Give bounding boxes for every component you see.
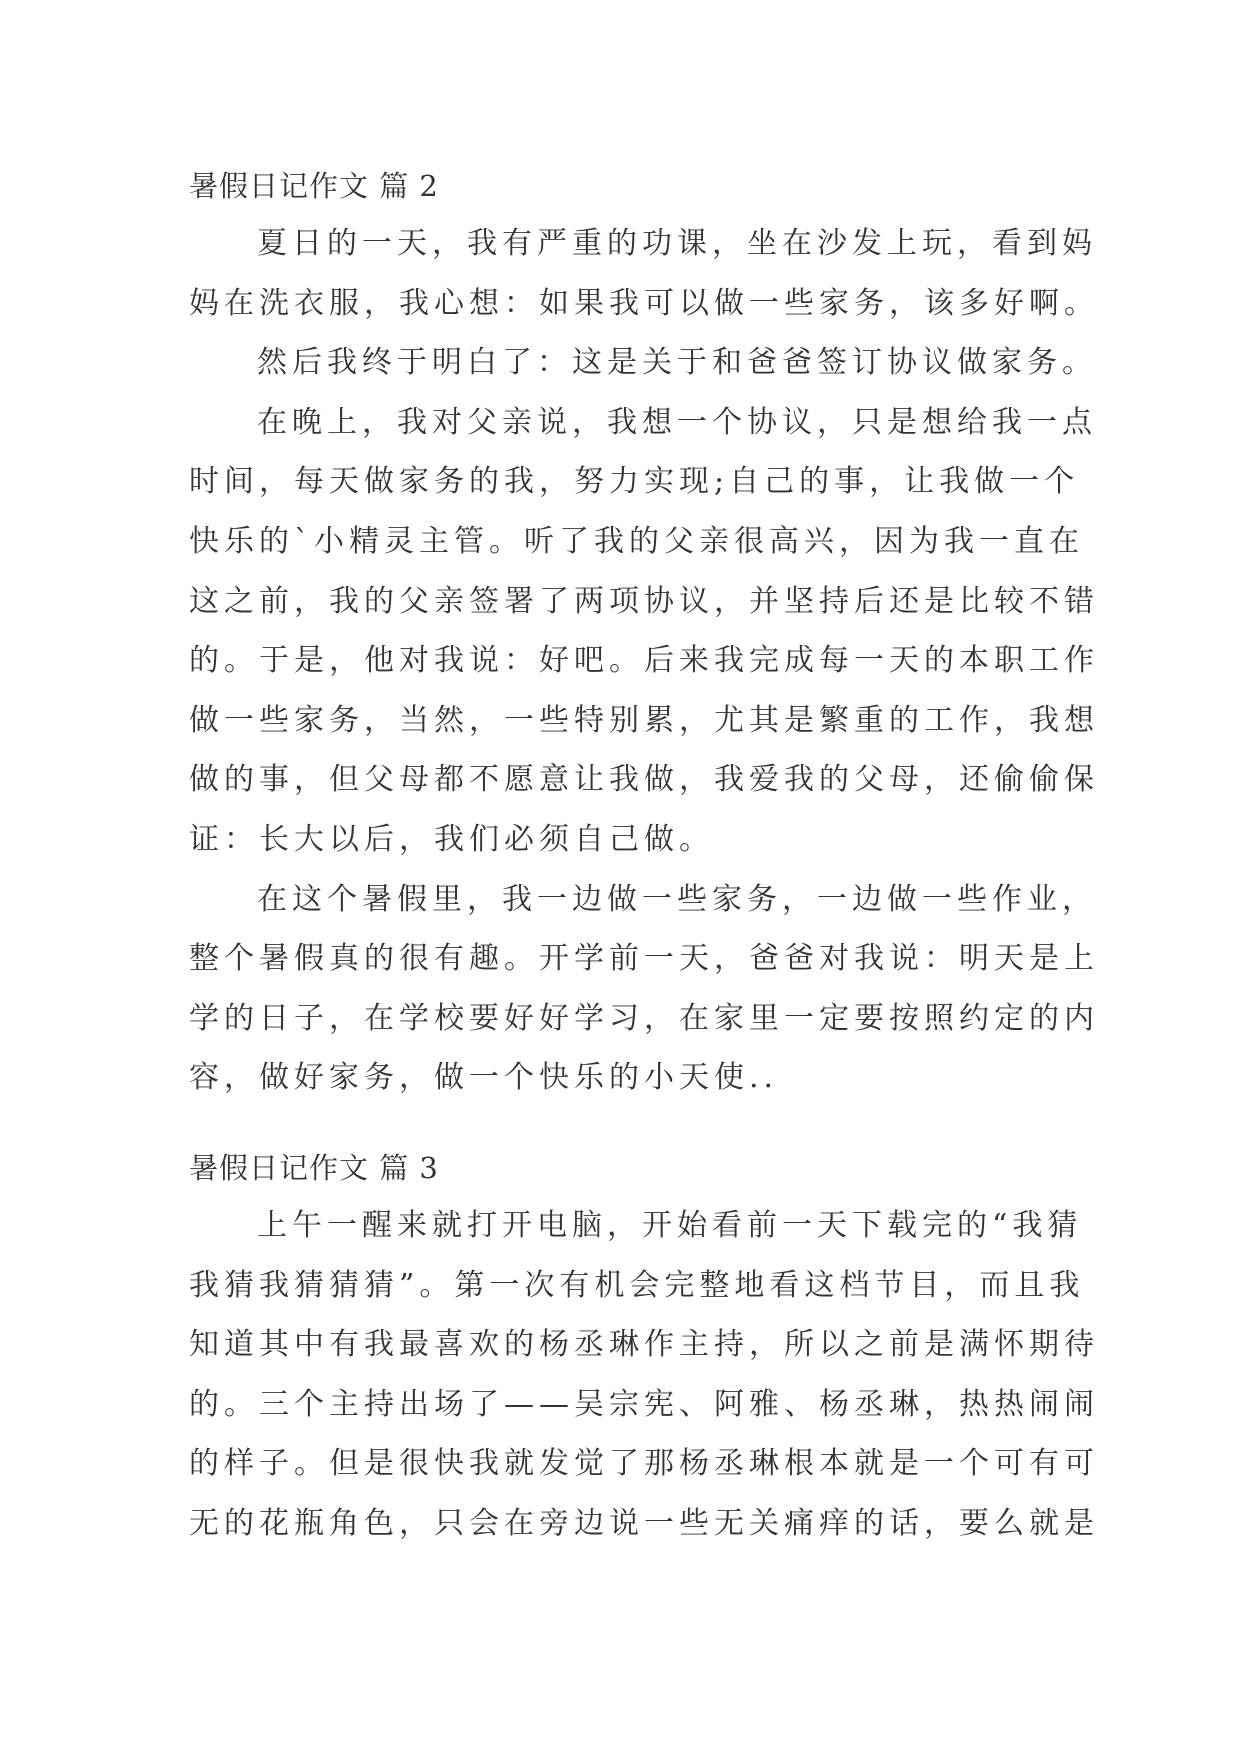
- text-line: 做的事，但父母都不愿意让我做，我爱我的父母，还偷偷保: [189, 762, 1099, 798]
- section-heading-2: 暑假日记作文 篇 2: [189, 169, 439, 203]
- text-line: 的。三个主持出场了——吴宗宪、阿雅、杨丞琳，热热闹闹: [189, 1386, 1099, 1422]
- text-line: 的样子。但是很快我就发觉了那杨丞琳根本就是一个可有可: [189, 1446, 1099, 1482]
- text-line: 然后我终于明白了：这是关于和爸爸签订协议做家务。: [257, 345, 1097, 381]
- section-body-3: [189, 1196, 1099, 1554]
- text-line: 学的日子，在学校要好好学习，在家里一定要按照约定的内: [189, 1000, 1099, 1036]
- text-line: 我猜我猜猜猜”。第一次有机会完整地看这档节目，而且我: [189, 1267, 1085, 1303]
- text-line: 上午一醒来就打开电脑，开始看前一天下载完的“我猜: [257, 1208, 1083, 1243]
- text-line: 容，做好家务，做一个快乐的小天使..: [189, 1060, 779, 1096]
- text-line: 知道其中有我最喜欢的杨丞琳作主持，所以之前是满怀期待: [189, 1327, 1099, 1363]
- text-line: 做一些家务，当然，一些特别累，尤其是繁重的工作，我想: [189, 702, 1099, 738]
- paragraph: [189, 870, 1099, 1108]
- text-line: 时间，每天做家务的我，努力实现;自己的事，让我做一个: [189, 464, 1080, 500]
- text-line: 证：长大以后，我们必须自己做。: [189, 821, 714, 857]
- section-heading-3: 暑假日记作文 篇 3: [189, 1151, 439, 1185]
- text-line: 妈在洗衣服，我心想：如果我可以做一些家务，该多好啊。: [189, 285, 1099, 321]
- paragraph: [189, 214, 1099, 333]
- text-line: 无的花瓶角色，只会在旁边说一些无关痛痒的话，要么就是: [189, 1505, 1099, 1541]
- text-line: 在这个暑假里，我一边做一些家务，一边做一些作业，: [257, 881, 1097, 917]
- text-line: 这之前，我的父亲签署了两项协议，并坚持后还是比较不错: [189, 583, 1099, 619]
- paragraph: [189, 333, 1097, 393]
- text-line: 夏日的一天，我有严重的功课，坐在沙发上玩，看到妈: [257, 226, 1097, 261]
- text-line: 在晚上，我对父亲说，我想一个协议，只是想给我一点: [257, 404, 1097, 440]
- text-line: 快乐的`小精灵主管。听了我的父亲很高兴，因为我一直在: [189, 523, 1084, 559]
- text-line: 整个暑假真的很有趣。开学前一天，爸爸对我说：明天是上: [189, 941, 1099, 977]
- paragraph: [189, 393, 1099, 870]
- section-body-2: [189, 214, 1099, 1108]
- paragraph: [189, 1196, 1099, 1554]
- text-line: 的。于是，他对我说：好吧。后来我完成每一天的本职工作: [189, 643, 1099, 679]
